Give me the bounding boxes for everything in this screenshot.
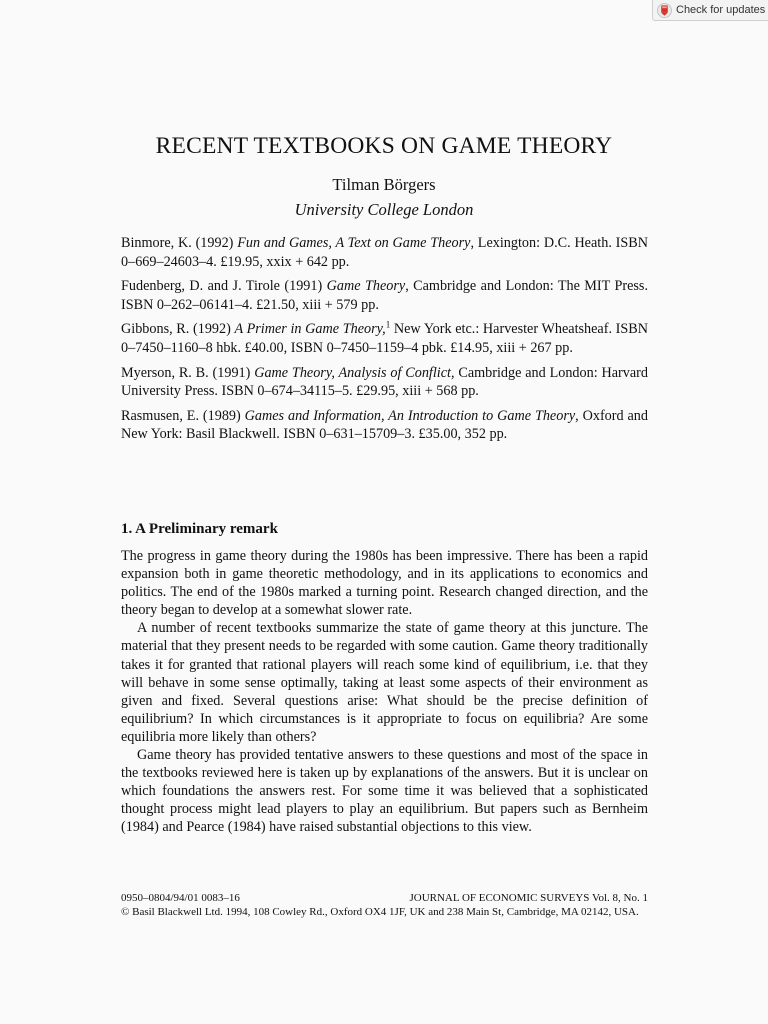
body-paragraph: Game theory has provided tentative answers to these questions and most of the space in the textbooks reviewed here is taken up by explanations of the answers. But it is unclear on which foundations the answers rest. For some time it was believed that a sophisticated thought process might lead players to play an equilibrium. But papers such as Bernheim (1984) and Pearce (1984) have raised substantial objections to this view. — [121, 747, 648, 836]
reviewed-books-list — [121, 234, 648, 450]
reference-title: Game Theory — [326, 278, 406, 295]
article-author: Tilman Börgers — [332, 175, 436, 194]
check-for-updates-label: Check for updates — [676, 4, 766, 16]
article-title: RECENT TEXTBOOKS ON GAME THEORY — [155, 133, 613, 159]
page-footer — [121, 892, 648, 919]
reference-authors: Binmore, K. (1992) — [121, 235, 238, 251]
reference-entry — [121, 277, 648, 314]
author-affiliation: University College London — [294, 200, 474, 219]
reference-title: Game Theory, Analysis of Conflict — [254, 364, 451, 381]
reference-entry — [121, 320, 648, 357]
journal-citation: JOURNAL OF ECONOMIC SURVEYS Vol. 8, No. 1 — [409, 892, 648, 904]
reference-authors: Rasmusen, E. (1989) — [121, 407, 245, 424]
body-paragraph: A number of recent textbooks summarize the state of game theory at this juncture. The material that they present needs to be regarded with some caution. Game theory traditionally takes it for granted that rational players will reach some kind of equilibrium, i.e. that they will behave in some sense optimally, taking at least some aspects of their environment as given and fixed. Several questions arise: What should be the precise definition of equilibrium? In which circumstances is it appropriate to focus on equilibria? Are some equilibria more likely than others? — [121, 620, 648, 745]
reference-entry — [121, 407, 648, 444]
section-body — [121, 547, 648, 837]
reference-entry — [121, 364, 648, 401]
check-for-updates-button[interactable] — [652, 0, 768, 21]
crossmark-badge-icon — [657, 3, 672, 18]
reference-details: New York etc.: Harvester Wheatsheaf. ISBN 0–7450–1160–8 hbk. £40.00, ISBN 0–7450–1159–4 pbk. £14.95, xiii + 267 pp. — [121, 321, 649, 356]
reference-authors: Gibbons, R. (1992) — [121, 321, 235, 338]
reference-details: , Lexington: D.C. Heath. ISBN 0–669–24603–4. £19.95, xxix + 642 pp. — [121, 235, 648, 270]
reference-title: Fun and Games, A Text on Game Theory — [237, 235, 471, 251]
reference-authors: Myerson, R. B. (1991) — [121, 364, 255, 381]
article-code: 0950–0804/94/01 0083–16 — [121, 892, 240, 904]
section-heading: 1. A Preliminary remark — [121, 521, 278, 537]
reference-details: , Cambridge and London: The MIT Press. ISBN 0–262–06141–4. £21.50, xiii + 579 pp. — [121, 278, 648, 313]
reference-entry — [121, 234, 648, 271]
reference-authors: Fudenberg, D. and J. Tirole (1991) — [121, 278, 327, 295]
footnote-marker[interactable]: 1 — [385, 319, 391, 330]
publisher-notice: © Basil Blackwell Ltd. 1994, 108 Cowley Rd., Oxford OX4 1JF, UK and 238 Main St, Cambridge, MA 02142, USA. — [121, 905, 639, 918]
reference-title: Games and Information, An Introduction to Game Theory — [244, 407, 576, 424]
reference-title: A Primer in Game Theory, — [234, 321, 386, 338]
reference-details: , Oxford and New York: Basil Blackwell. ISBN 0–631–15709–3. £35.00, 352 pp. — [121, 407, 648, 443]
body-paragraph: The progress in game theory during the 1980s has been impressive. There has been a rapid expansion both in game theoretic methodology, and in its applications to economics and politics. The end of the 1980s marked a turning point. Research changed direction, and the theory began to develop at a somewhat slower rate. — [121, 548, 648, 619]
reference-details: , Cambridge and London: Harvard University Press. ISBN 0–674–34115–5. £29.95, xiii + 568 pp. — [121, 364, 648, 400]
